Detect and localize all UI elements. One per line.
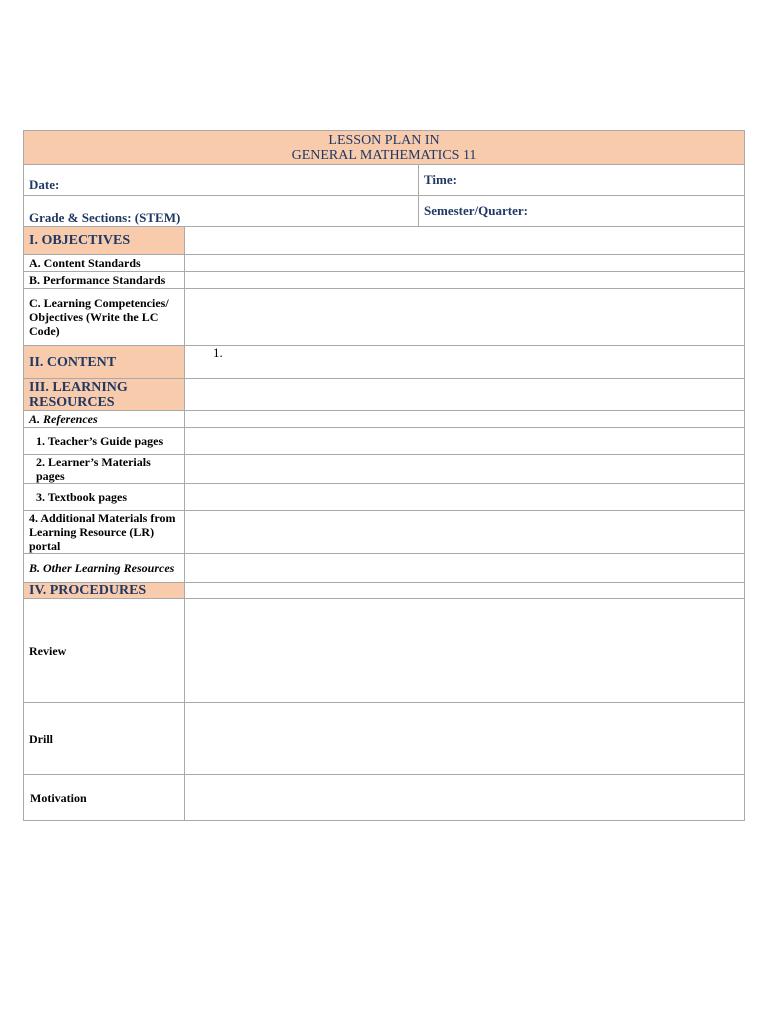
procedures-field[interactable] xyxy=(185,583,745,599)
textbook-pages-label: 3. Textbook pages xyxy=(24,484,185,511)
learning-resources-field[interactable] xyxy=(185,379,745,411)
additional-materials-field[interactable] xyxy=(185,511,745,554)
references-label: A. References xyxy=(24,411,185,428)
time-label: Time: xyxy=(424,172,457,187)
learners-materials-field[interactable] xyxy=(185,455,745,484)
other-resources-field[interactable] xyxy=(185,554,745,583)
semester-cell[interactable] xyxy=(419,196,745,227)
textbook-pages-field[interactable] xyxy=(185,484,745,511)
review-label: Review xyxy=(24,599,185,703)
grade-sections-cell[interactable] xyxy=(24,196,419,227)
content-standards-label: A. Content Standards xyxy=(24,255,185,272)
performance-standards-label: B. Performance Standards xyxy=(24,272,185,289)
motivation-field[interactable] xyxy=(185,775,745,821)
teachers-guide-field[interactable] xyxy=(185,428,745,455)
procedures-heading: IV. PROCEDURES xyxy=(24,583,185,599)
semester-label: Semester/Quarter: xyxy=(424,203,528,218)
learners-materials-label: 2. Learner’s Materials pages xyxy=(24,455,185,484)
content-field[interactable] xyxy=(185,346,745,379)
objectives-heading: I. OBJECTIVES xyxy=(24,227,185,255)
date-label: Date: xyxy=(29,177,60,192)
content-heading: II. CONTENT xyxy=(24,346,185,379)
objectives-field[interactable] xyxy=(185,227,745,255)
review-field[interactable] xyxy=(185,599,745,703)
references-field[interactable] xyxy=(185,411,745,428)
lesson-plan-title xyxy=(24,131,745,165)
learning-competencies-field[interactable] xyxy=(185,289,745,346)
lesson-plan-table xyxy=(23,130,745,821)
drill-label: Drill xyxy=(24,703,185,775)
title-line-1: LESSON PLAN IN xyxy=(328,132,440,148)
other-resources-label: B. Other Learning Resources xyxy=(24,554,185,583)
drill-field[interactable] xyxy=(185,703,745,775)
date-cell[interactable] xyxy=(24,165,419,196)
time-cell[interactable] xyxy=(419,165,745,196)
title-line-2: GENERAL MATHEMATICS 11 xyxy=(291,147,477,163)
additional-materials-label: 4. Additional Materials from Learning Resource (LR) portal xyxy=(24,511,185,554)
content-item-1: 1. xyxy=(213,345,223,360)
teachers-guide-label: 1. Teacher’s Guide pages xyxy=(24,428,185,455)
content-standards-field[interactable] xyxy=(185,255,745,272)
learning-resources-heading: III. LEARNING RESOURCES xyxy=(24,379,185,411)
motivation-label: Motivation xyxy=(24,775,185,821)
learning-competencies-label: C. Learning Competencies/ Objectives (Write the LC Code) xyxy=(24,289,185,346)
performance-standards-field[interactable] xyxy=(185,272,745,289)
grade-sections-label: Grade & Sections: (STEM) xyxy=(29,210,181,225)
